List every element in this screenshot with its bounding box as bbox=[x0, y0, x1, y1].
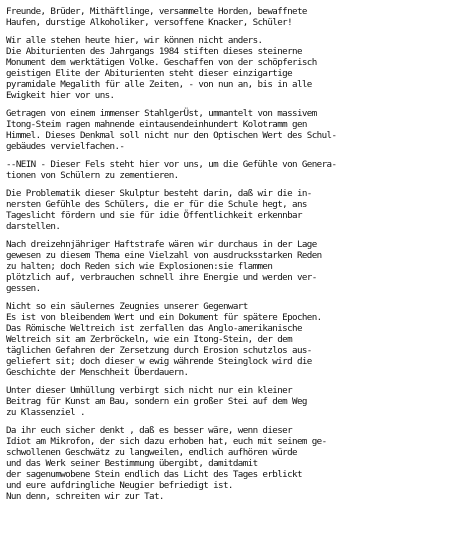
text-line: Freunde, Brüder, Mithäftlinge, versammelte Horden, bewaffnete bbox=[6, 6, 307, 17]
text-line: Es ist von bleibendem Wert und ein Dokument für spätere Epochen. bbox=[6, 312, 322, 323]
text-line: Die Problematik dieser Skulptur besteht darin, daß wir die in- bbox=[6, 188, 312, 199]
text-line: Nicht so ein säulernes Zeugnies unserer Gegenwart bbox=[6, 301, 248, 312]
text-line: Himmel. Dieses Denkmal soll nicht nur den Optischen Wert des Schul- bbox=[6, 130, 337, 141]
text-line: tionen von Schülern zu zementieren. bbox=[6, 170, 179, 181]
text-line: nersten Gefühle des Schülers, die er für die Schule hegt, ans bbox=[6, 199, 307, 210]
text-line: Itong-Steim ragen mahnende eintausendeinhundert Kolotramm gen bbox=[6, 119, 307, 130]
text-line: Wir alle stehen heute hier, wir können nicht anders. bbox=[6, 35, 263, 46]
text-line: und eure aufdringliche Neugier befriedigt ist. bbox=[6, 480, 233, 491]
text-line: darstellen. bbox=[6, 221, 61, 232]
paragraph-nein bbox=[6, 159, 457, 181]
text-line: Getragen von einem immenser StahlgerÜst, ummantelt von massivem bbox=[6, 108, 317, 119]
paragraph-closing bbox=[6, 425, 457, 502]
paragraph-greeting bbox=[6, 6, 457, 28]
text-line: Weltreich sit am Zerbröckeln, wie ein Itong-Stein, der dem bbox=[6, 334, 293, 345]
text-line: Monument dem werktätigen Volke. Geschaffen von der schöpferisch bbox=[6, 57, 317, 68]
text-line: zu halten; doch Reden sich wie Explosionen:sie flammen bbox=[6, 261, 273, 272]
text-line: Da ihr euch sicher denkt , daß es besser wäre, wenn dieser bbox=[6, 425, 293, 436]
text-line: täglichen Gefahren der Zersetzung durch Erosion schutzlos aus- bbox=[6, 345, 312, 356]
paragraph-monument-intro bbox=[6, 35, 457, 101]
text-line: Nun denn, schreiten wir zur Tat. bbox=[6, 491, 164, 502]
text-line: gebäudes vervielfachen.- bbox=[6, 141, 125, 152]
paragraph-umhuellung bbox=[6, 385, 457, 418]
paragraph-problematik bbox=[6, 188, 457, 232]
paragraph-haftstrafe bbox=[6, 239, 457, 294]
paragraph-zeugnis bbox=[6, 301, 457, 378]
text-line: pyramidale Megalith für alle Zeiten, - von nun an, bis in alle bbox=[6, 79, 312, 90]
text-line: geistigen Elite der Abiturienten steht dieser einzigartige bbox=[6, 68, 293, 79]
text-line: Das Römische Weltreich ist zerfallen das Anglo-amerikanische bbox=[6, 323, 302, 334]
text-line: Idiot am Mikrofon, der sich dazu erhoben hat, euch mit seinem ge- bbox=[6, 436, 327, 447]
text-line: plötzlich auf, verbrauchen schnell ihre Energie und werden ver- bbox=[6, 272, 317, 283]
text-line: Ewigkeit hier vor uns. bbox=[6, 90, 115, 101]
text-line: Die Abiturienten des Jahrgangs 1984 stiften dieses steinerne bbox=[6, 46, 302, 57]
text-line: Tageslicht fördern und sie für idie Öffentlichkeit erkennbar bbox=[6, 210, 302, 221]
text-line: Haufen, durstige Alkoholiker, versoffene Knacker, Schüler! bbox=[6, 17, 293, 28]
text-line: und das Werk seiner Bestimmung übergibt, damitdamit bbox=[6, 458, 258, 469]
text-line: Unter dieser Umhüllung verbirgt sich nicht nur ein kleiner bbox=[6, 385, 293, 396]
text-line: Beitrag für Kunst am Bau, sondern ein großer Stei auf dem Weg bbox=[6, 396, 307, 407]
text-line: der sagenumwobene Stein endlich das Licht des Tages erblickt bbox=[6, 469, 302, 480]
text-line: --NEIN - Dieser Fels steht hier vor uns, um die Gefühle von Genera- bbox=[6, 159, 337, 170]
paragraph-construction bbox=[6, 108, 457, 152]
text-line: schwollenen Geschwätz zu langweilen, endlich aufhören würde bbox=[6, 447, 297, 458]
text-line: zu Klassenziel . bbox=[6, 407, 85, 418]
text-line: gewesen zu diesem Thema eine Vielzahl von ausdrucksstarken Reden bbox=[6, 250, 322, 261]
text-line: gessen. bbox=[6, 283, 41, 294]
text-line: Nach dreizehnjähriger Haftstrafe wären wir durchaus in der Lage bbox=[6, 239, 317, 250]
text-line: Geschichte der Menschheit Überdauern. bbox=[6, 367, 189, 378]
text-line: geliefert sit; doch dieser w ewig währende Steinglock wird die bbox=[6, 356, 312, 367]
